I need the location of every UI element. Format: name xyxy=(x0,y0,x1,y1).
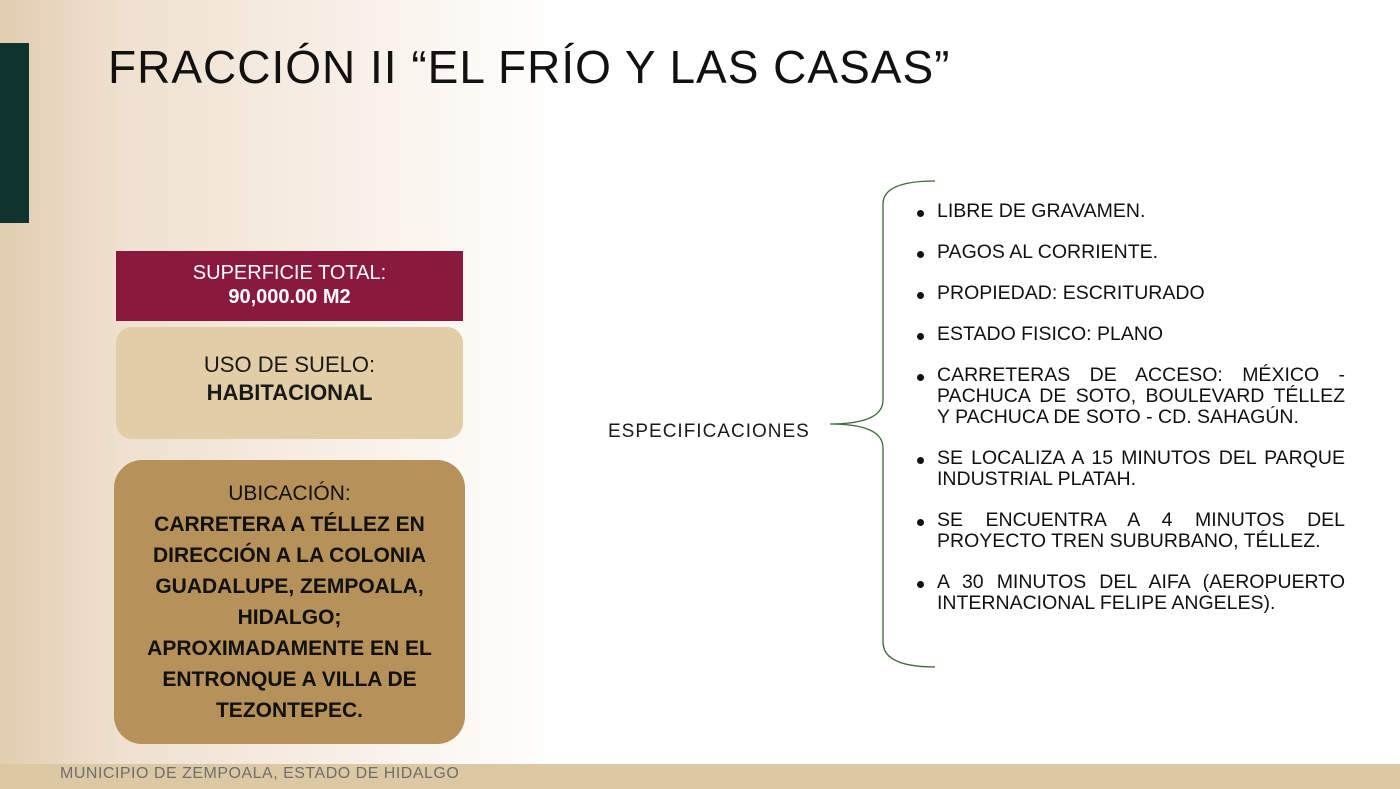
spec-item-propiedad: PROPIEDAD: ESCRITURADO xyxy=(937,283,1345,304)
spec-item-tren: SE ENCUENTRA A 4 MINUTOS DEL PROYECTO TREN SUBURBANO, TÉLLEZ. xyxy=(937,509,1345,552)
spec-item-pagos: PAGOS AL CORRIENTE. xyxy=(937,242,1345,263)
superficie-value: 90,000.00 M2 xyxy=(228,286,351,308)
uso-suelo-value: HABITACIONAL xyxy=(206,380,373,405)
uso-suelo-label: USO DE SUELO: xyxy=(203,352,376,377)
superficie-label: SUPERFICIE TOTAL: xyxy=(192,262,387,284)
spec-item-aifa: A 30 MINUTOS DEL AIFA (AEROPUERTO INTERNACIONAL FELIPE ANGELES). xyxy=(937,571,1345,614)
footer-text: MUNICIPIO DE ZEMPOALA, ESTADO DE HIDALGO xyxy=(60,765,460,782)
spec-item-estado-fisico: ESTADO FISICO: PLANO xyxy=(937,324,1345,345)
especificaciones-list xyxy=(937,201,1345,634)
spec-item-platah: SE LOCALIZA A 15 MINUTOS DEL PARQUE INDUSTRIAL PLATAH. xyxy=(937,447,1345,490)
slide-title: FRACCIÓN II “EL FRÍO Y LAS CASAS” xyxy=(108,41,951,93)
spec-item-gravamen: LIBRE DE GRAVAMEN. xyxy=(937,201,1345,222)
especificaciones-label: ESPECIFICACIONES xyxy=(608,421,810,442)
superficie-box xyxy=(116,251,463,321)
ubicacion-box xyxy=(114,460,465,744)
spec-item-carreteras: CARRETERAS DE ACCESO: MÉXICO - PACHUCA DE SOTO, BOULEVARD TÉLLEZ Y PACHUCA DE SOTO - CD. SAHAGÚN. xyxy=(937,364,1345,428)
uso-suelo-box xyxy=(116,327,463,439)
accent-bar xyxy=(0,43,29,223)
ubicacion-label: UBICACIÓN: xyxy=(228,482,351,505)
ubicacion-value: CARRETERA A TÉLLEZ EN DIRECCIÓN A LA COLONIA GUADALUPE, ZEMPOALA, HIDALGO; APROXIMADAMENTE EN EL ENTRONQUE A VILLA DE TEZONTEPEC. xyxy=(147,513,432,722)
